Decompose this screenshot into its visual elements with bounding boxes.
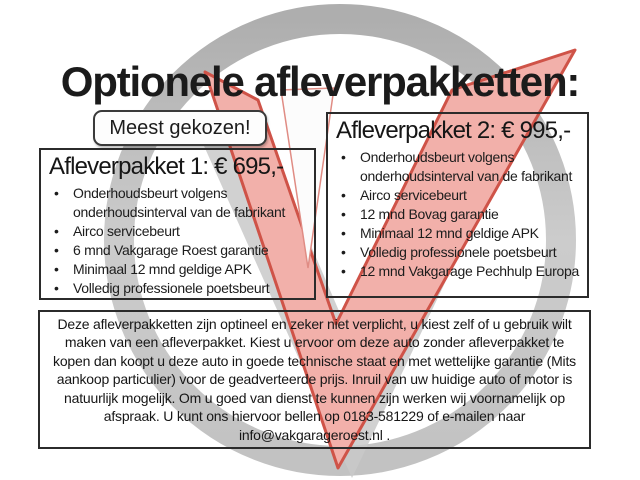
package-item: • Minimaal 12 mnd geldige APK [334,224,581,243]
package-1-box [39,148,316,300]
package-item: • Onderhoudsbeurt volgens onderhoudsinterval van de fabrikant [334,148,581,186]
package-item: • Minimaal 12 mnd geldige APK [47,260,308,279]
package-1-title: Afleverpakket 1: € 695,- [49,153,284,180]
package-item: • 6 mnd Vakgarage Roest garantie [47,241,308,260]
package-item: • Volledig professionele poetsbeurt [334,243,581,262]
package-item: • Airco servicebeurt [47,222,308,241]
disclaimer-text: Deze afleverpakketten zijn optineel en zeker niet verplicht, u kiest zelf of u gebruik wilt maken van een afleverpakket. Kiest u ervoor om deze auto zonder afleverpakket te kopen dan koopt u deze auto in goede technische staat en met wettelijke garantie (Mits aankoop particulier) voor de geadverteerde prijs. Inruil van uw huidige auto of motor is natuurlijk mogelijk. Om u goed van dienst te kunnen zijn werken wij voornamelijk op afspraak. U kunt ons hiervoor bellen op 0183-581229 of e-mailen naar info@vakgarageroest.nl . [53,315,576,443]
package-2-box [326,112,589,298]
package-item: • 12 mnd Bovag garantie [334,205,581,224]
package-item: • Volledig professionele poetsbeurt [47,279,308,298]
package-item: • 12 mnd Vakgarage Pechhulp Europa [334,262,581,281]
package-item: • Airco servicebeurt [334,186,581,205]
package-2-list [334,148,581,281]
page-title: Optionele afleverpakketten: [60,58,580,106]
package-2-title: Afleverpakket 2: € 995,- [336,117,571,144]
disclaimer-box [38,310,591,449]
most-chosen-badge [93,110,267,146]
package-item: • Onderhoudsbeurt volgens onderhoudsinterval van de fabrikant [47,184,308,222]
most-chosen-badge-label: Meest gekozen! [109,116,251,139]
package-1-list [47,184,308,298]
